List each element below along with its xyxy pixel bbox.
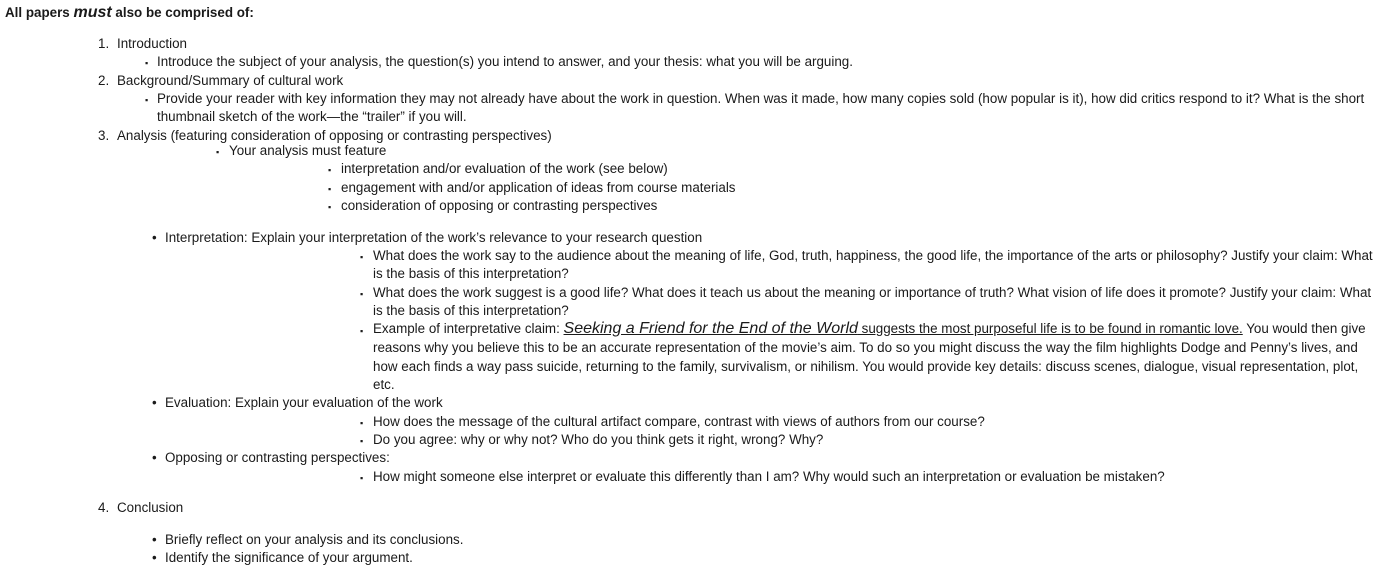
example-suffix: You would then give bbox=[1242, 321, 1366, 336]
square-bullet-icon: ▪ bbox=[360, 436, 364, 446]
list-item-continuation: etc. bbox=[373, 377, 395, 392]
page-heading bbox=[5, 4, 254, 22]
section-number: 3. bbox=[98, 128, 110, 143]
list-item-continuation: is the basis of this interpretation? bbox=[373, 266, 569, 281]
film-title: Seeking a Friend for the End of the World bbox=[563, 320, 858, 337]
square-bullet-icon: ▪ bbox=[360, 418, 364, 428]
dot-bullet-icon: • bbox=[152, 230, 157, 245]
list-item-opposing: Opposing or contrasting perspectives: bbox=[165, 450, 390, 465]
list-item: What does the work say to the audience about the meaning of life, God, truth, happiness, the good life, the importance of the arts or philosophy? Justify your claim: What bbox=[373, 248, 1373, 263]
square-bullet-icon: ▪ bbox=[360, 473, 364, 483]
list-item-example bbox=[373, 320, 1366, 338]
list-item: How does the message of the cultural artifact compare, contrast with views of authors from our course? bbox=[373, 414, 985, 429]
section-title-background: Background/Summary of cultural work bbox=[117, 73, 344, 88]
square-bullet-icon: ▪ bbox=[145, 95, 149, 105]
square-bullet-icon: ▪ bbox=[145, 58, 149, 68]
list-item-interpretation: Interpretation: Explain your interpretation of the work’s relevance to your research question bbox=[165, 230, 703, 245]
list-item-continuation: reasons why you believe this to be an accurate representation of the movie’s aim. To do so you might discuss the way the film highlights Dodge and Penny’s lives, and bbox=[373, 340, 1358, 355]
dot-bullet-icon: • bbox=[152, 395, 157, 410]
list-item: Identify the significance of your argument. bbox=[165, 550, 413, 565]
section-number: 4. bbox=[98, 500, 110, 515]
section-title-conclusion: Conclusion bbox=[117, 500, 184, 515]
list-item: Introduce the subject of your analysis, the question(s) you intend to answer, and your thesis: what you will be arguing. bbox=[157, 54, 853, 69]
list-item-continuation: how each finds a way pass suicide, returning to the family, survivalism, or nihilism. You would provide key details: discuss scenes, dialogue, visual representation, plot, bbox=[373, 359, 1359, 374]
square-bullet-icon: ▪ bbox=[360, 252, 364, 262]
heading-text-end: also be comprised of: bbox=[111, 5, 254, 20]
section-number: 2. bbox=[98, 73, 110, 88]
list-item-continuation: is the basis of this interpretation? bbox=[373, 303, 569, 318]
square-bullet-icon: ▪ bbox=[360, 289, 364, 299]
list-item: consideration of opposing or contrasting perspectives bbox=[341, 198, 658, 213]
dot-bullet-icon: • bbox=[152, 532, 157, 547]
section-title-introduction: Introduction bbox=[117, 36, 187, 51]
list-item: How might someone else interpret or evaluate this differently than I am? Why would such an interpretation or evaluation be mistaken? bbox=[373, 469, 1165, 484]
list-item-continuation: thumbnail sketch of the work—the “trailer” if you will. bbox=[157, 109, 467, 124]
dot-bullet-icon: • bbox=[152, 550, 157, 565]
list-item: Provide your reader with key information they may not already have about the work in question. When was it made, how many copies sold (how popular is it), how did critics respond to it? What is the short bbox=[157, 91, 1365, 106]
list-item: What does the work suggest is a good life? What does it teach us about the meaning or importance of truth? What vision of life does it promote? Justify your claim: What bbox=[373, 285, 1372, 300]
list-item: Your analysis must feature bbox=[229, 143, 387, 158]
heading-text: All papers bbox=[5, 5, 74, 20]
square-bullet-icon: ▪ bbox=[328, 165, 332, 175]
square-bullet-icon: ▪ bbox=[328, 184, 332, 194]
list-item: interpretation and/or evaluation of the work (see below) bbox=[341, 161, 668, 176]
dot-bullet-icon: • bbox=[152, 450, 157, 465]
list-item: Do you agree: why or why not? Who do you think gets it right, wrong? Why? bbox=[373, 432, 824, 447]
square-bullet-icon: ▪ bbox=[360, 326, 364, 336]
list-item: engagement with and/or application of ideas from course materials bbox=[341, 180, 736, 195]
heading-emphasis: must bbox=[73, 4, 112, 21]
example-claim: suggests the most purposeful life is to be found in romantic love. bbox=[857, 321, 1243, 336]
square-bullet-icon: ▪ bbox=[328, 202, 332, 212]
section-number: 1. bbox=[98, 36, 110, 51]
list-item: Briefly reflect on your analysis and its conclusions. bbox=[165, 532, 464, 547]
list-item-evaluation: Evaluation: Explain your evaluation of the work bbox=[165, 395, 443, 410]
example-prefix: Example of interpretative claim: bbox=[373, 321, 564, 336]
section-title-analysis: Analysis (featuring consideration of opposing or contrasting perspectives) bbox=[117, 128, 552, 143]
square-bullet-icon: ▪ bbox=[216, 147, 220, 157]
